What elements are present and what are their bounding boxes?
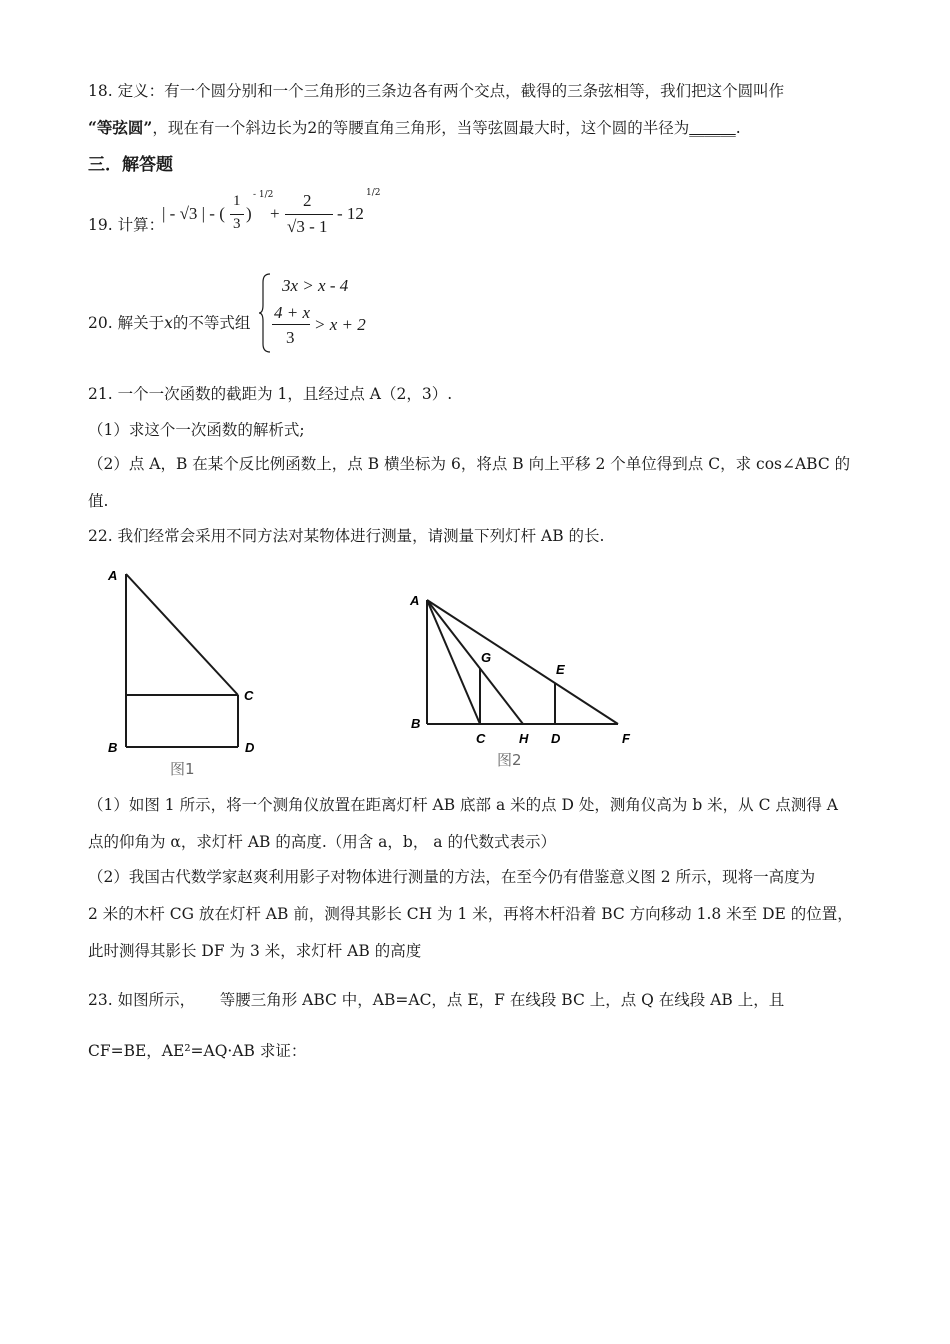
q20-frac-num: 4 + x bbox=[274, 303, 311, 322]
q23-line2: CF=BE，AE²=AQ·AB 求证： bbox=[88, 1042, 307, 1060]
fig2-label-G: G bbox=[481, 650, 492, 665]
fig1-sightline-AC bbox=[126, 574, 238, 695]
fig2-line-AC bbox=[427, 600, 480, 724]
q18-answer-blank[interactable]: ______ bbox=[689, 119, 736, 137]
fig1-label-C: C bbox=[244, 688, 254, 703]
q22-stem: 22. 我们经常会采用不同方法对某物体进行测量，请测量下列灯杆 AB 的长. bbox=[88, 527, 605, 545]
fig2-label-E: E bbox=[556, 662, 565, 677]
q19-frac2-bar bbox=[285, 214, 333, 215]
q19-frac1-den: 3 bbox=[233, 216, 241, 232]
q20-label-text: 20. 解关于 bbox=[88, 314, 165, 332]
q22-part1-line1: （1）如图 1 所示，将一个测角仪放置在距离灯杆 AB 底部 a 米的点 D 处，测角仪高为 b 米，从 C 点测得 A bbox=[88, 796, 839, 814]
q19-minus-12: - 12 bbox=[337, 204, 364, 223]
q19-exp2: 1/2 bbox=[366, 188, 381, 198]
q19-exp1: - 1/2 bbox=[253, 190, 274, 200]
fig2-line-AF bbox=[427, 600, 618, 724]
q22-part2-line2: 2 米的木杆 CG 放在灯杆 AB 前，测得其影长 CH 为 1 米，再将木杆沿着 BC 方向移动 1.8 米至 DE 的位置， bbox=[88, 905, 853, 923]
q20-rhs: > x + 2 bbox=[314, 315, 366, 334]
fig2-label-C: C bbox=[476, 731, 486, 746]
fig2-line-AH bbox=[427, 600, 523, 724]
q19-paren-close: ) bbox=[246, 204, 252, 223]
q19-label: 19. 计算： bbox=[88, 216, 165, 234]
q22-part2-line1: （2）我国古代数学家赵爽利用影子对物体进行测量的方法，在至今仍有借鉴意义图 2 所示，现将一高度为 bbox=[88, 868, 816, 886]
q20-frac-den: 3 bbox=[286, 328, 295, 347]
fig1-caption: 图1 bbox=[170, 760, 195, 778]
q19-frac2-num: 2 bbox=[303, 191, 312, 210]
fig2-label-F: F bbox=[622, 731, 630, 746]
fig2-label-A: A bbox=[410, 593, 420, 608]
q23-line1: 23. 如图所示， 等腰三角形 ABC 中，AB=AC，点 E，F 在线段 BC 上，点 Q 在线段 AB 上，且 bbox=[88, 991, 785, 1009]
figure-1 bbox=[100, 562, 280, 780]
q20-frac-bar bbox=[272, 324, 310, 325]
q22-part1-line2: 点的仰角为 α，求灯杆 AB 的高度.（用含 a，b， a 的代数式表示） bbox=[88, 833, 556, 851]
q22-part2-line3: 此时测得其影长 DF 为 3 米，求灯杆 AB 的高度 bbox=[88, 942, 422, 960]
q19-frac2-den: √3 - 1 bbox=[287, 217, 328, 236]
q19-plus: + bbox=[270, 204, 280, 223]
q20-label bbox=[88, 312, 250, 334]
fig1-label-B: B bbox=[108, 740, 118, 755]
q18-term: “等弦圆” bbox=[88, 118, 153, 137]
q18-line1: 18. 定义：有一个圆分别和一个三角形的三条边各有两个交点，截得的三条弦相等，我们把这个圆叫作 bbox=[88, 82, 785, 100]
q20-brace bbox=[258, 272, 274, 354]
q19-frac1-bar bbox=[230, 214, 244, 215]
q19-abs-part: | - √3 | - ( bbox=[162, 204, 225, 223]
q21-part2-end: 值. bbox=[88, 492, 109, 510]
q18-line2 bbox=[88, 117, 741, 139]
fig2-caption: 图2 bbox=[497, 751, 522, 769]
q18-end: . bbox=[735, 119, 741, 137]
q21-part2: （2）点 A，B 在某个反比例函数上，点 B 横坐标为 6，将点 B 向上平移 2 个单位得到点 C，求 cos∠ABC 的 bbox=[88, 455, 851, 473]
q20-var: x bbox=[164, 314, 173, 332]
q21-part1: （1）求这个一次函数的解析式; bbox=[88, 421, 305, 439]
figure-2 bbox=[400, 585, 650, 775]
q20-ineq1: 3x > x - 4 bbox=[282, 276, 349, 295]
fig1-label-A: A bbox=[108, 568, 118, 583]
q19-frac1-num: 1 bbox=[233, 193, 241, 209]
fig2-label-H: H bbox=[519, 731, 529, 746]
q18-line2-text: ，现在有一个斜边长为2的等腰直角三角形，当等弦圆最大时，这个圆的半径为 bbox=[152, 119, 690, 137]
q20-label-rest: 的不等式组 bbox=[172, 314, 251, 332]
q21-stem: 21. 一个一次函数的截距为 1，且经过点 A（2，3）. bbox=[88, 385, 453, 403]
fig2-label-B: B bbox=[411, 716, 421, 731]
fig1-label-D: D bbox=[245, 740, 255, 755]
section-heading: 三．解答题 bbox=[88, 155, 173, 175]
fig2-label-D: D bbox=[551, 731, 561, 746]
